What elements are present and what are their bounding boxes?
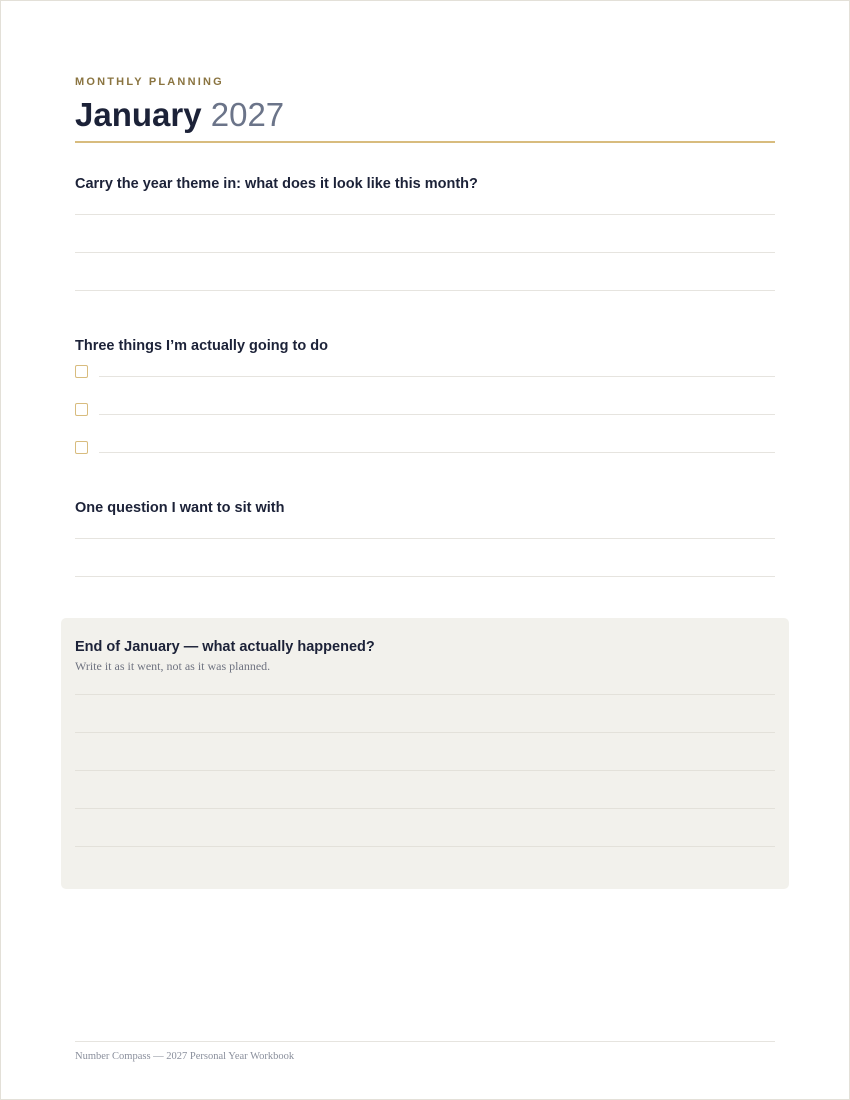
action-writing-line[interactable] (99, 414, 775, 415)
title-underline (75, 141, 775, 143)
reflection-writing-line[interactable] (75, 808, 775, 809)
reflection-writing-line[interactable] (75, 770, 775, 771)
reflection-box (61, 618, 789, 889)
reflection-writing-line[interactable] (75, 732, 775, 733)
action-writing-line[interactable] (99, 376, 775, 377)
question-prompt: One question I want to sit with (75, 500, 285, 516)
action-checkbox[interactable] (75, 403, 88, 416)
theme-writing-line[interactable] (75, 214, 775, 215)
section-eyebrow: MONTHLY PLANNING (75, 76, 224, 88)
theme-writing-line[interactable] (75, 290, 775, 291)
reflection-writing-line[interactable] (75, 846, 775, 847)
page-title-year: 2027 (210, 96, 285, 133)
theme-writing-line[interactable] (75, 252, 775, 253)
action-checkbox[interactable] (75, 365, 88, 378)
action-writing-line[interactable] (99, 452, 775, 453)
question-writing-line[interactable] (75, 538, 775, 539)
actions-prompt: Three things I’m actually going to do (75, 338, 328, 354)
footer-text: Number Compass — 2027 Personal Year Workbook (75, 1051, 295, 1062)
reflection-prompt: End of January — what actually happened? (75, 639, 375, 655)
theme-prompt: Carry the year theme in: what does it look like this month? (75, 176, 478, 192)
reflection-hint: Write it as it went, not as it was planned. (75, 659, 271, 673)
reflection-writing-line[interactable] (75, 694, 775, 695)
footer-divider (75, 1041, 775, 1042)
page-title-month: January (75, 96, 202, 133)
action-checkbox[interactable] (75, 441, 88, 454)
question-writing-line[interactable] (75, 576, 775, 577)
page-title (75, 95, 284, 135)
